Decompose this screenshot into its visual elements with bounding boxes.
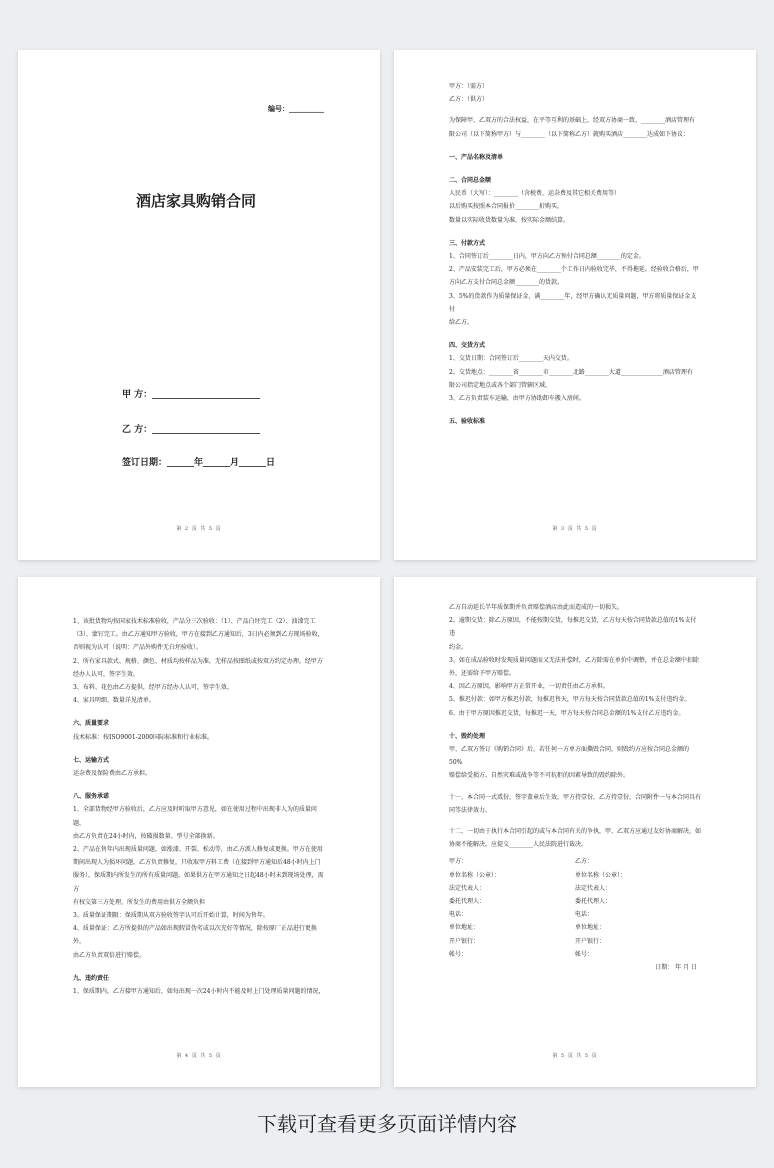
spacer xyxy=(449,783,701,791)
page-2-cover xyxy=(18,50,380,560)
text-line: 十二、一切由于执行本合同引起的或与本合同有关的争执，甲、乙双方应通过友好协商解决，如 xyxy=(449,828,702,836)
text-line: 3、布料、花色由乙方提供，经甲方经办人认可，签字生效。 xyxy=(73,684,233,692)
page-4 xyxy=(18,577,380,1087)
text-line: 由乙方负责在24小时内，按破损数量、型号全部换新。 xyxy=(73,832,219,840)
signature-field: 乙方： xyxy=(575,858,594,866)
text-line: 甲方：（需方） xyxy=(449,83,489,90)
page-3 xyxy=(394,50,756,560)
signature-field: 单位地址： xyxy=(575,924,606,932)
page-5 xyxy=(394,577,756,1087)
signature-table xyxy=(449,855,701,961)
signature-field: 单位名称（公章）： xyxy=(449,871,501,879)
section-heading: 五、验收标准 xyxy=(449,418,486,426)
sign-date: 日期： 年 月 日 xyxy=(655,964,697,972)
text-line: 期间出现人为损坏问题，乙方负责修复，只收取甲方料工费（在接到甲方通知后48小时内上门 xyxy=(73,859,321,867)
text-line: 乙方：（供方） xyxy=(449,96,489,104)
text-line: 乙方自动延长半年质保期并负责赔偿酒店由此而造成的一切损失。 xyxy=(449,604,624,611)
signature-field: 法定代表人： xyxy=(575,884,612,892)
signature-field: 电话： xyxy=(449,911,468,919)
section-heading: 八、服务承诺 xyxy=(73,793,110,801)
section-heading: 一、产品名称及清单 xyxy=(449,153,504,161)
text-line: 4、因乙方原因，影响甲方正常开业，一切责任由乙方承担。 xyxy=(449,683,609,691)
page-footer: 第 4 页 共 5 页 xyxy=(176,1053,222,1059)
text-line: 甲、乙双方签订《购销合同》后，若任何一方单方面撕毁合同，则毁约方应按合同总金额的50% xyxy=(449,746,690,767)
text-line: 1、合同签订后________日内，甲方向乙方预付合同总额________的定金。 xyxy=(449,253,645,261)
text-line: （3）、蒙钉完工。由乙方通知甲方验收，甲方在接到乙方通知后，3日内必须到乙方现场验收， xyxy=(73,631,324,639)
sign-date-line: 签订日期：______年______月______日 xyxy=(122,458,276,468)
spacer xyxy=(449,817,701,825)
contract-title: 酒店家具购销合同 xyxy=(136,192,257,210)
text-line: 3、乙方负责装车运输，由甲方协助卸车搬入房间。 xyxy=(449,395,585,403)
signature-field: 法定代表人： xyxy=(449,884,486,892)
text-line: 外，还需给予甲方赔偿。 xyxy=(449,670,516,678)
page-3-body xyxy=(449,80,701,428)
text-line: 2、产品在售年内出现质量问题，如涨漆、开裂、松动等，由乙方派人修复或更换。甲方在使用 xyxy=(73,846,323,854)
text-line: 有权交第三方处理，所发生的费用由供方全额负担 xyxy=(73,898,206,906)
text-line: 3、5%的货款作为质量保证金，满________年，经甲方确认无质量问题，甲方将质量保证金支付 xyxy=(449,292,697,313)
signature-field: 帐号： xyxy=(449,950,468,958)
section-heading: 六、质量要求 xyxy=(73,720,110,728)
text-line: 技术标准：按ISO9001-2000国际标准和行业标准。 xyxy=(73,733,213,741)
text-line: 1、该批货物均按国家技术标准验收，产品分三次验收：（1）、产品白坯完工（2）、油漆完工 xyxy=(73,618,316,625)
text-line: 服务），保质期内所发生的所有质量问题，如果供方在甲方通知之日起48小时未到现场处理，需方 xyxy=(73,872,324,893)
text-line: 1、保质期内，乙方接甲方通知后，如每出现一次24小时内不能及时上门处理质量问题的情况， xyxy=(73,988,325,996)
text-line: 给乙方。 xyxy=(449,319,474,327)
section-heading: 七、运输方式 xyxy=(73,756,110,764)
signature-field: 帐号： xyxy=(575,950,594,958)
text-line: 1、全部货物经甲方验收后，乙方应及时听取甲方意见，如在使用过程中出现非人为的质量问题， xyxy=(73,806,317,827)
text-line: 限公司（以下简称甲方）与________（以下简称乙方）就购买酒店________达成如下协议： xyxy=(449,130,690,138)
spacer xyxy=(449,106,701,114)
text-line: 2、产品安装完工后，甲方必须在________个工作日内验收完毕，不得拖延。经验收合格后，甲 xyxy=(449,266,699,274)
text-line: 协商不能解决，应提交________人民法院进行裁决。 xyxy=(449,841,588,849)
signature-field: 单位名称（公章）： xyxy=(575,871,627,879)
text-line: 数量以实际收货数量为准，按实际金额结算。 xyxy=(449,216,570,224)
text-line: 1、交货日期：合同签订后________天内交货。 xyxy=(449,355,573,363)
page-footer: 第 3 页 共 5 页 xyxy=(552,526,598,532)
text-line: 人民币（大写）：________（含税费、运杂费及其它相关费用等） xyxy=(449,190,621,198)
section-heading: 二、合同总金额 xyxy=(449,177,492,185)
party-b-line: 乙 方：________________________ xyxy=(122,425,261,435)
text-line: 4、质量保证：乙方所提供的产品如出现假冒伪劣或以次充好等情况，除按原厂正品进行更换外， xyxy=(73,925,317,946)
page-4-body xyxy=(73,615,325,998)
text-line: 限公司指定地点或各个部门管辖区域。 xyxy=(449,381,552,389)
signature-field: 单位地址： xyxy=(449,924,480,932)
page-footer: 第 5 页 共 5 页 xyxy=(552,1053,598,1059)
contract-number-label: 编号：__________ xyxy=(268,105,324,113)
text-line: 6、由于甲方原因推迟交货，每推迟一天，甲方每天按合同总金额的1%支付乙方违约金。 xyxy=(449,709,685,717)
text-line: 经办人认可，签字生效。 xyxy=(73,670,140,678)
text-line: 以后购买按照本合同报价________折购买。 xyxy=(449,203,564,211)
text-line: 2、交货地点：________省________市________北路________大道______________酒店管理有 xyxy=(449,368,693,376)
text-line: 3、如在成品验收时发现质量问题而又无法补偿时，乙方除需在单价中调整，并在总金额中扣除 xyxy=(449,656,699,664)
signature-field: 委托代理人： xyxy=(575,898,612,906)
text-line: 约金。 xyxy=(449,643,468,651)
section-heading: 十、毁约处理 xyxy=(449,732,486,740)
page-footer: 第 2 页 共 5 页 xyxy=(176,526,222,532)
text-line: 为保障甲、乙双方的合法权益，在平等互利的基础上，经双方协商一致，________酒店管理有 xyxy=(449,117,696,125)
signature-field: 开户银行： xyxy=(575,937,606,945)
text-line: 运杂费及保险费由乙方承担。 xyxy=(73,770,152,778)
section-heading: 三、付款方式 xyxy=(449,239,486,247)
download-caption: 下载可查看更多页面详情内容 xyxy=(257,1112,517,1136)
party-a-line: 甲 方：________________________ xyxy=(122,390,261,400)
text-line: 2、逾期交货：除乙方原因，不能按期交货，每推迟交货，乙方每天按合同货款总值的1%支付违 xyxy=(449,617,697,638)
signature-field: 委托代理人： xyxy=(449,898,486,906)
text-line: 3、质量保证期限：保质期从双方验收签字认可后开始计算，时间为售年。 xyxy=(73,912,269,920)
text-line: 5、推迟付款：如甲方推迟付款，每推迟售天，甲方每天按合同货款总值的1%支付违约金。 xyxy=(449,696,691,704)
page-5-body xyxy=(449,601,701,974)
text-line: 2、所有家具款式、规格、颜色、材质均按样品为准，无样品按图纸或按双方约定办理。经甲方 xyxy=(73,657,323,665)
text-line: 赔偿给受损方，自然灾难或战争等不可抗拒的因素导致的毁约除外。 xyxy=(449,772,630,780)
text-line: 同等法律效力。 xyxy=(449,806,492,814)
text-line: 4、家具明细、数量详见清单。 xyxy=(73,697,155,705)
text-line: 十一、本合同一式贰份，签字盖章后生效，甲方持壹份，乙方持壹份，合同附件一与本合同具有 xyxy=(449,793,702,801)
signature-field: 甲方： xyxy=(449,858,468,866)
text-line: 否则视为认可（说明：产品外购件无白坯验收）。 xyxy=(73,644,203,652)
signature-field: 开户银行： xyxy=(449,937,480,945)
section-heading: 九、违约责任 xyxy=(73,974,110,982)
signature-field: 电话： xyxy=(575,911,594,919)
text-line: 由乙方负责双倍进行赔偿。 xyxy=(73,951,146,959)
text-line: 方向乙方支付合同总金额________的货款。 xyxy=(449,279,564,287)
section-heading: 四、交货方式 xyxy=(449,342,486,350)
